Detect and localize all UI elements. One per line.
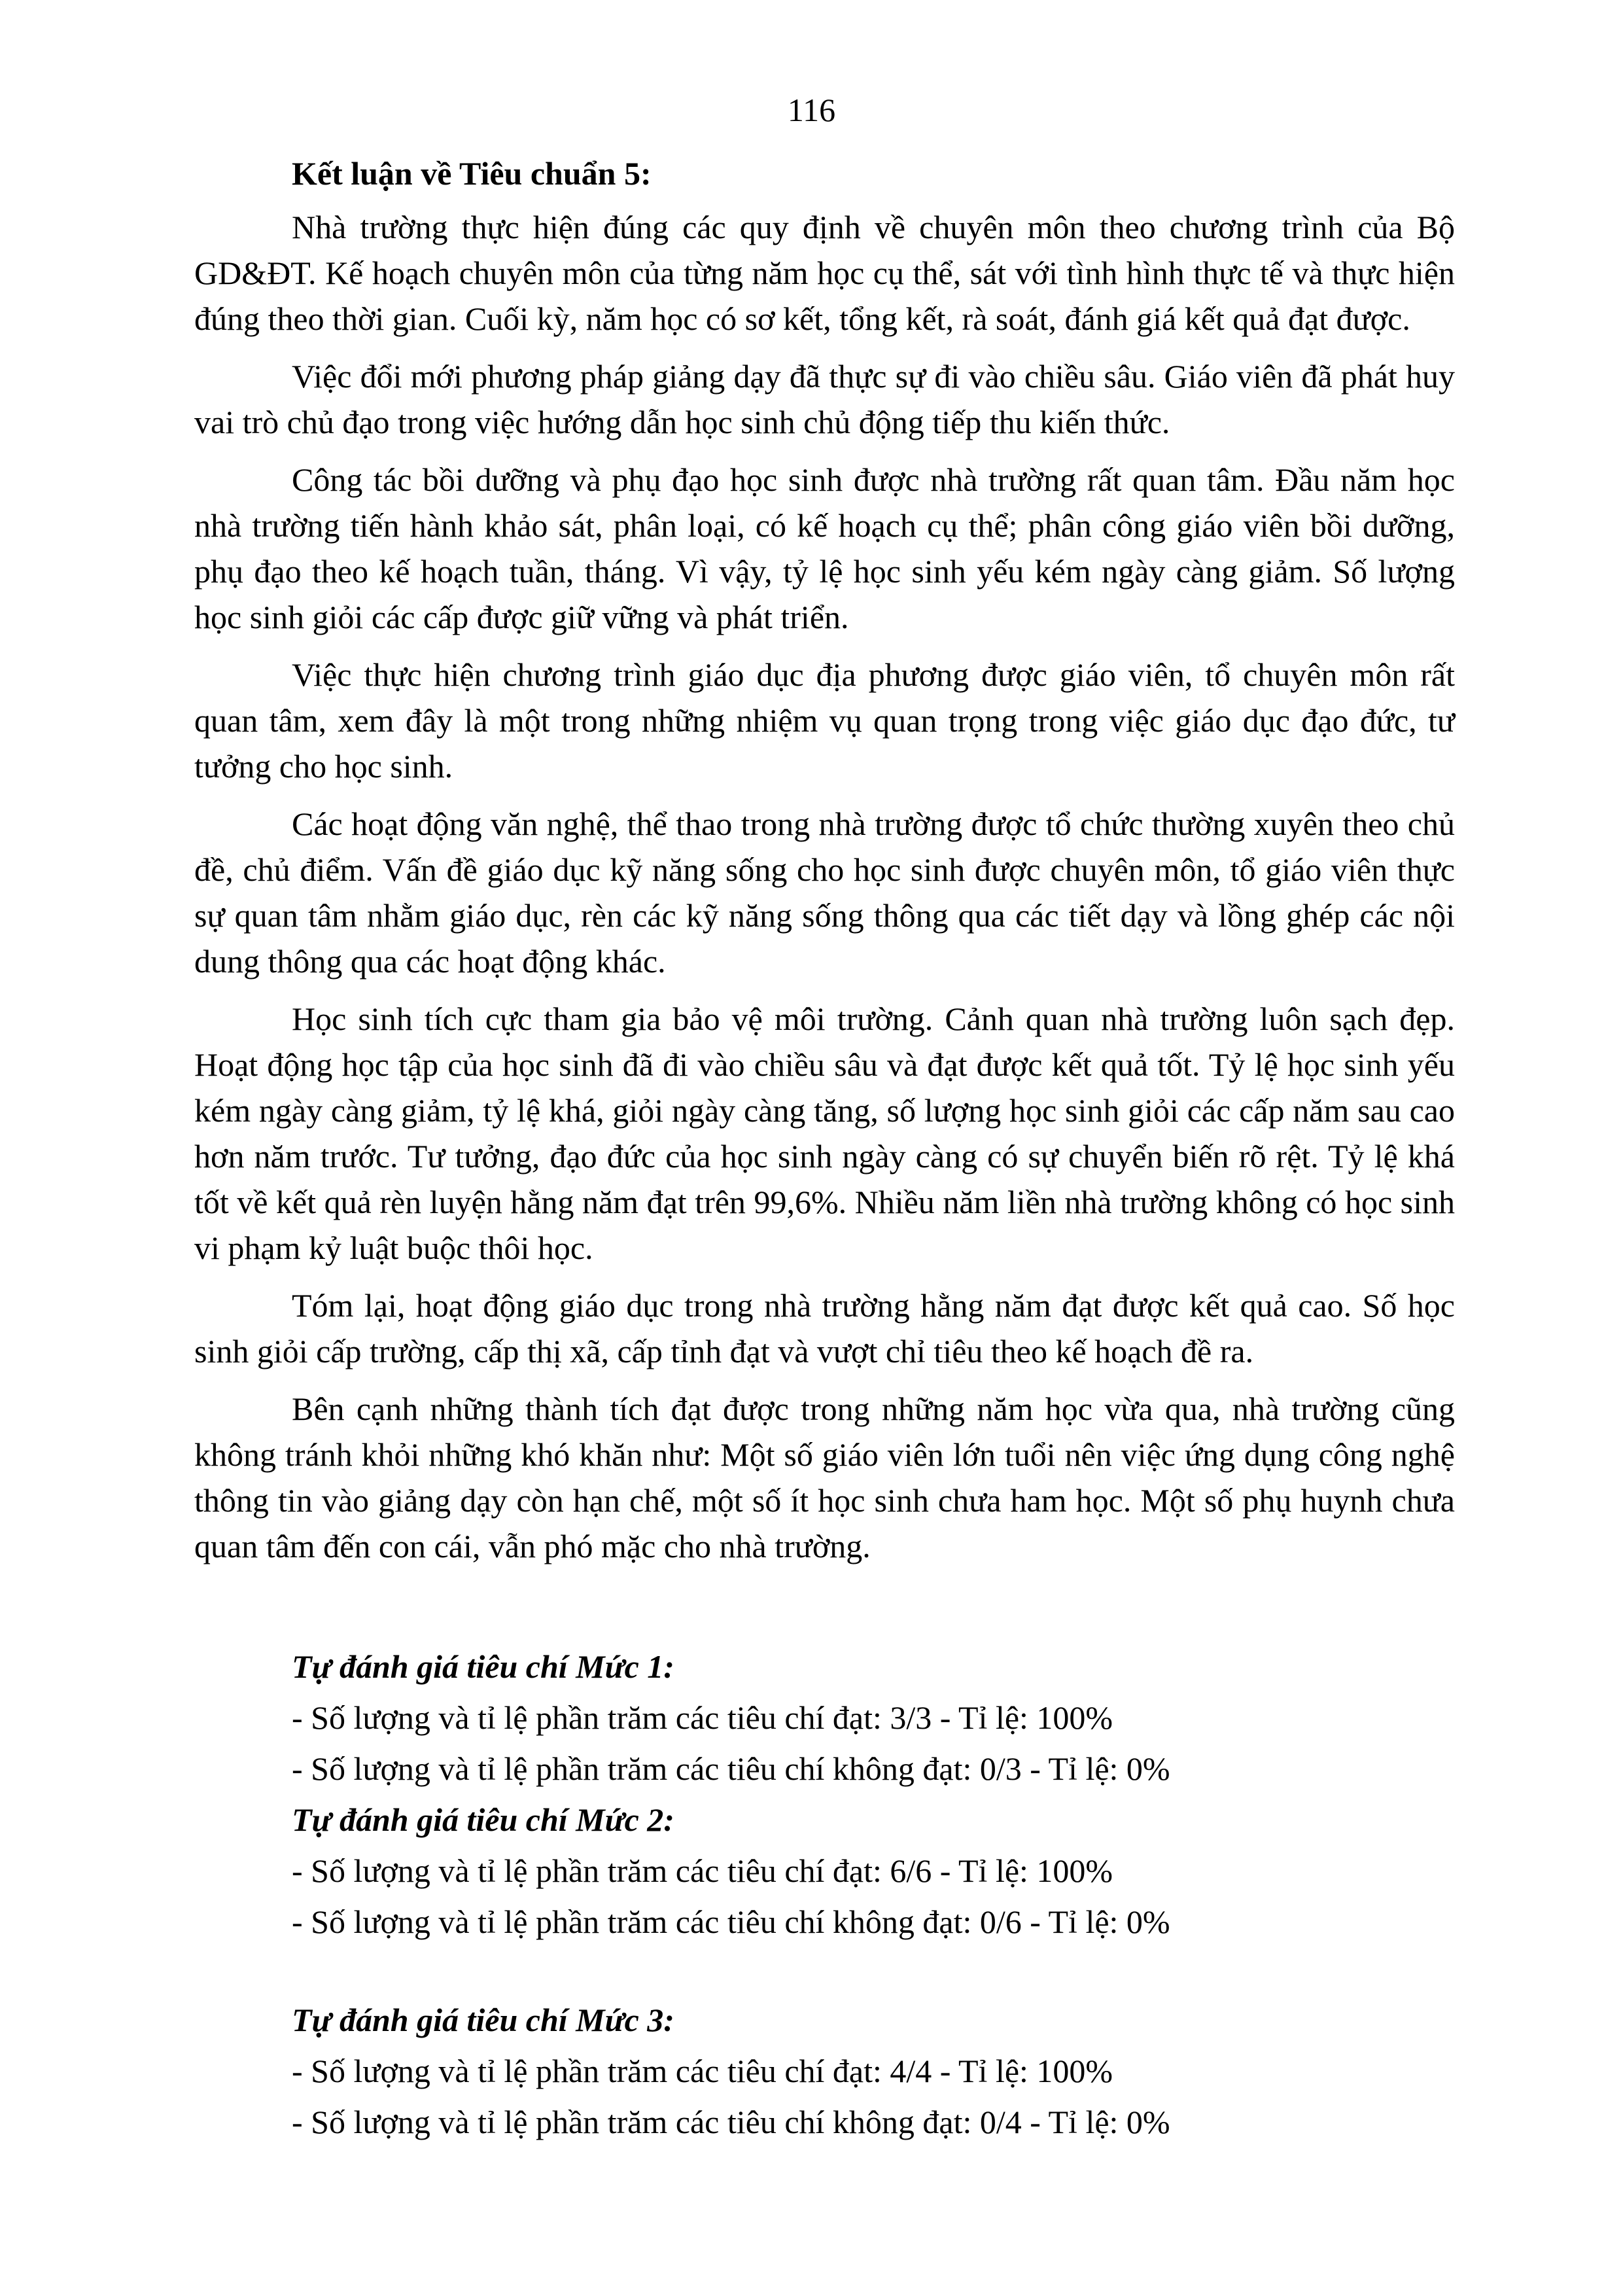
assessment-level-1 [194, 1644, 1455, 1792]
page-number: 116 [787, 92, 836, 128]
paragraph-local-education: Việc thực hiện chương trình giáo dục địa phương được giáo viên, tổ chuyên môn rất quan tâm, xem đây là một trong những nhiệm vụ quan trọng trong việc giáo dục đạo đức, tư tưởng cho học sinh. [194, 656, 1455, 785]
criteria-not-met-line: - Số lượng và tỉ lệ phần trăm các tiêu chí không đạt: 0/6 - Tỉ lệ: 0% [292, 1903, 1170, 1940]
paragraph-summary: Tóm lại, hoạt động giáo dục trong nhà trường hằng năm đạt được kết quả cao. Số học sinh giỏi cấp trường, cấp thị xã, cấp tỉnh đạt và vượt chỉ tiêu theo kế hoạch đề ra. [194, 1287, 1455, 1369]
criteria-met-line: - Số lượng và tỉ lệ phần trăm các tiêu chí đạt: 6/6 - Tỉ lệ: 100% [292, 1852, 1113, 1889]
criteria-not-met-line: - Số lượng và tỉ lệ phần trăm các tiêu chí không đạt: 0/3 - Tỉ lệ: 0% [292, 1750, 1170, 1787]
section-heading: Kết luận về Tiêu chuẩn 5: [292, 155, 652, 192]
paragraph-tutoring: Công tác bồi dưỡng và phụ đạo học sinh được nhà trường rất quan tâm. Đầu năm học nhà trường tiến hành khảo sát, phân loại, có kế hoạch cụ thể; phân công giáo viên bồi dưỡng, phụ đạo theo kế hoạch tuần, tháng. Vì vậy, tỷ lệ học sinh yếu kém ngày càng giảm. Số lượng học sinh giỏi các cấp được giữ vững và phát triển. [194, 461, 1455, 635]
criteria-not-met-line: - Số lượng và tỉ lệ phần trăm các tiêu chí không đạt: 0/4 - Tỉ lệ: 0% [292, 2104, 1170, 2140]
spacer [194, 1581, 1455, 1644]
criteria-met-line: - Số lượng và tỉ lệ phần trăm các tiêu chí đạt: 4/4 - Tỉ lệ: 100% [292, 2053, 1113, 2089]
paragraph-difficulties: Bên cạnh những thành tích đạt được trong những năm học vừa qua, nhà trường cũng không tránh khỏi những khó khăn như: Một số giáo viên lớn tuổi nên việc ứng dụng công nghệ thông tin vào giảng dạy còn hạn chế, một số ít học sinh chưa ham học. Một số phụ huynh chưa quan tâm đến con cái, vẫn phó mặc cho nhà trường. [194, 1390, 1455, 1564]
paragraph-teaching-methods: Việc đổi mới phương pháp giảng dạy đã thực sự đi vào chiều sâu. Giáo viên đã phát huy vai trò chủ đạo trong việc hướng dẫn học sinh chủ động tiếp thu kiến thức. [194, 358, 1455, 440]
paragraph-activities: Các hoạt động văn nghệ, thể thao trong nhà trường được tổ chức thường xuyên theo chủ đề, chủ điểm. Vấn đề giáo dục kỹ năng sống cho học sinh được chuyên môn, tổ giáo viên thực sự quan tâm nhằm giáo dục, rèn các kỹ năng sống thông qua các tiết dạy và lồng ghép các nội dung thông qua các hoạt động khác. [194, 805, 1455, 980]
assessment-level-2 [194, 1797, 1455, 1945]
paragraph-students: Học sinh tích cực tham gia bảo vệ môi trường. Cảnh quan nhà trường luôn sạch đẹp. Hoạt động học tập của học sinh đã đi vào chiều sâu và đạt được kết quả tốt. Tỷ lệ học sinh yếu kém ngày càng giảm, tỷ lệ khá, giỏi ngày càng tăng, số lượng học sinh giỏi các cấp năm sau cao hơn năm trước. Tư tưởng, đạo đức của học sinh ngày càng có sự chuyển biến rõ rệt. Tỷ lệ khá tốt về kết quả rèn luyện hằng năm đạt trên 99,6%. Nhiều năm liền nhà trường không có học sinh vi phạm kỷ luật buộc thôi học. [194, 1000, 1455, 1266]
assessment-title: Tự đánh giá tiêu chí Mức 1: [292, 1648, 674, 1685]
assessment-title: Tự đánh giá tiêu chí Mức 2: [292, 1801, 674, 1838]
criteria-met-line: - Số lượng và tỉ lệ phần trăm các tiêu chí đạt: 3/3 - Tỉ lệ: 100% [292, 1699, 1113, 1736]
assessment-title: Tự đánh giá tiêu chí Mức 3: [292, 2002, 674, 2038]
assessment-level-3 [194, 1997, 1455, 2145]
spacer [194, 1950, 1455, 1997]
page-body [194, 150, 1455, 2150]
paragraph-curriculum: Nhà trường thực hiện đúng các quy định về chuyên môn theo chương trình của Bộ GD&ĐT. Kế hoạch chuyên môn của từng năm học cụ thể, sát với tình hình thực tế và thực hiện đúng theo thời gian. Cuối kỳ, năm học có sơ kết, tổng kết, rà soát, đánh giá kết quả đạt được. [194, 209, 1455, 337]
